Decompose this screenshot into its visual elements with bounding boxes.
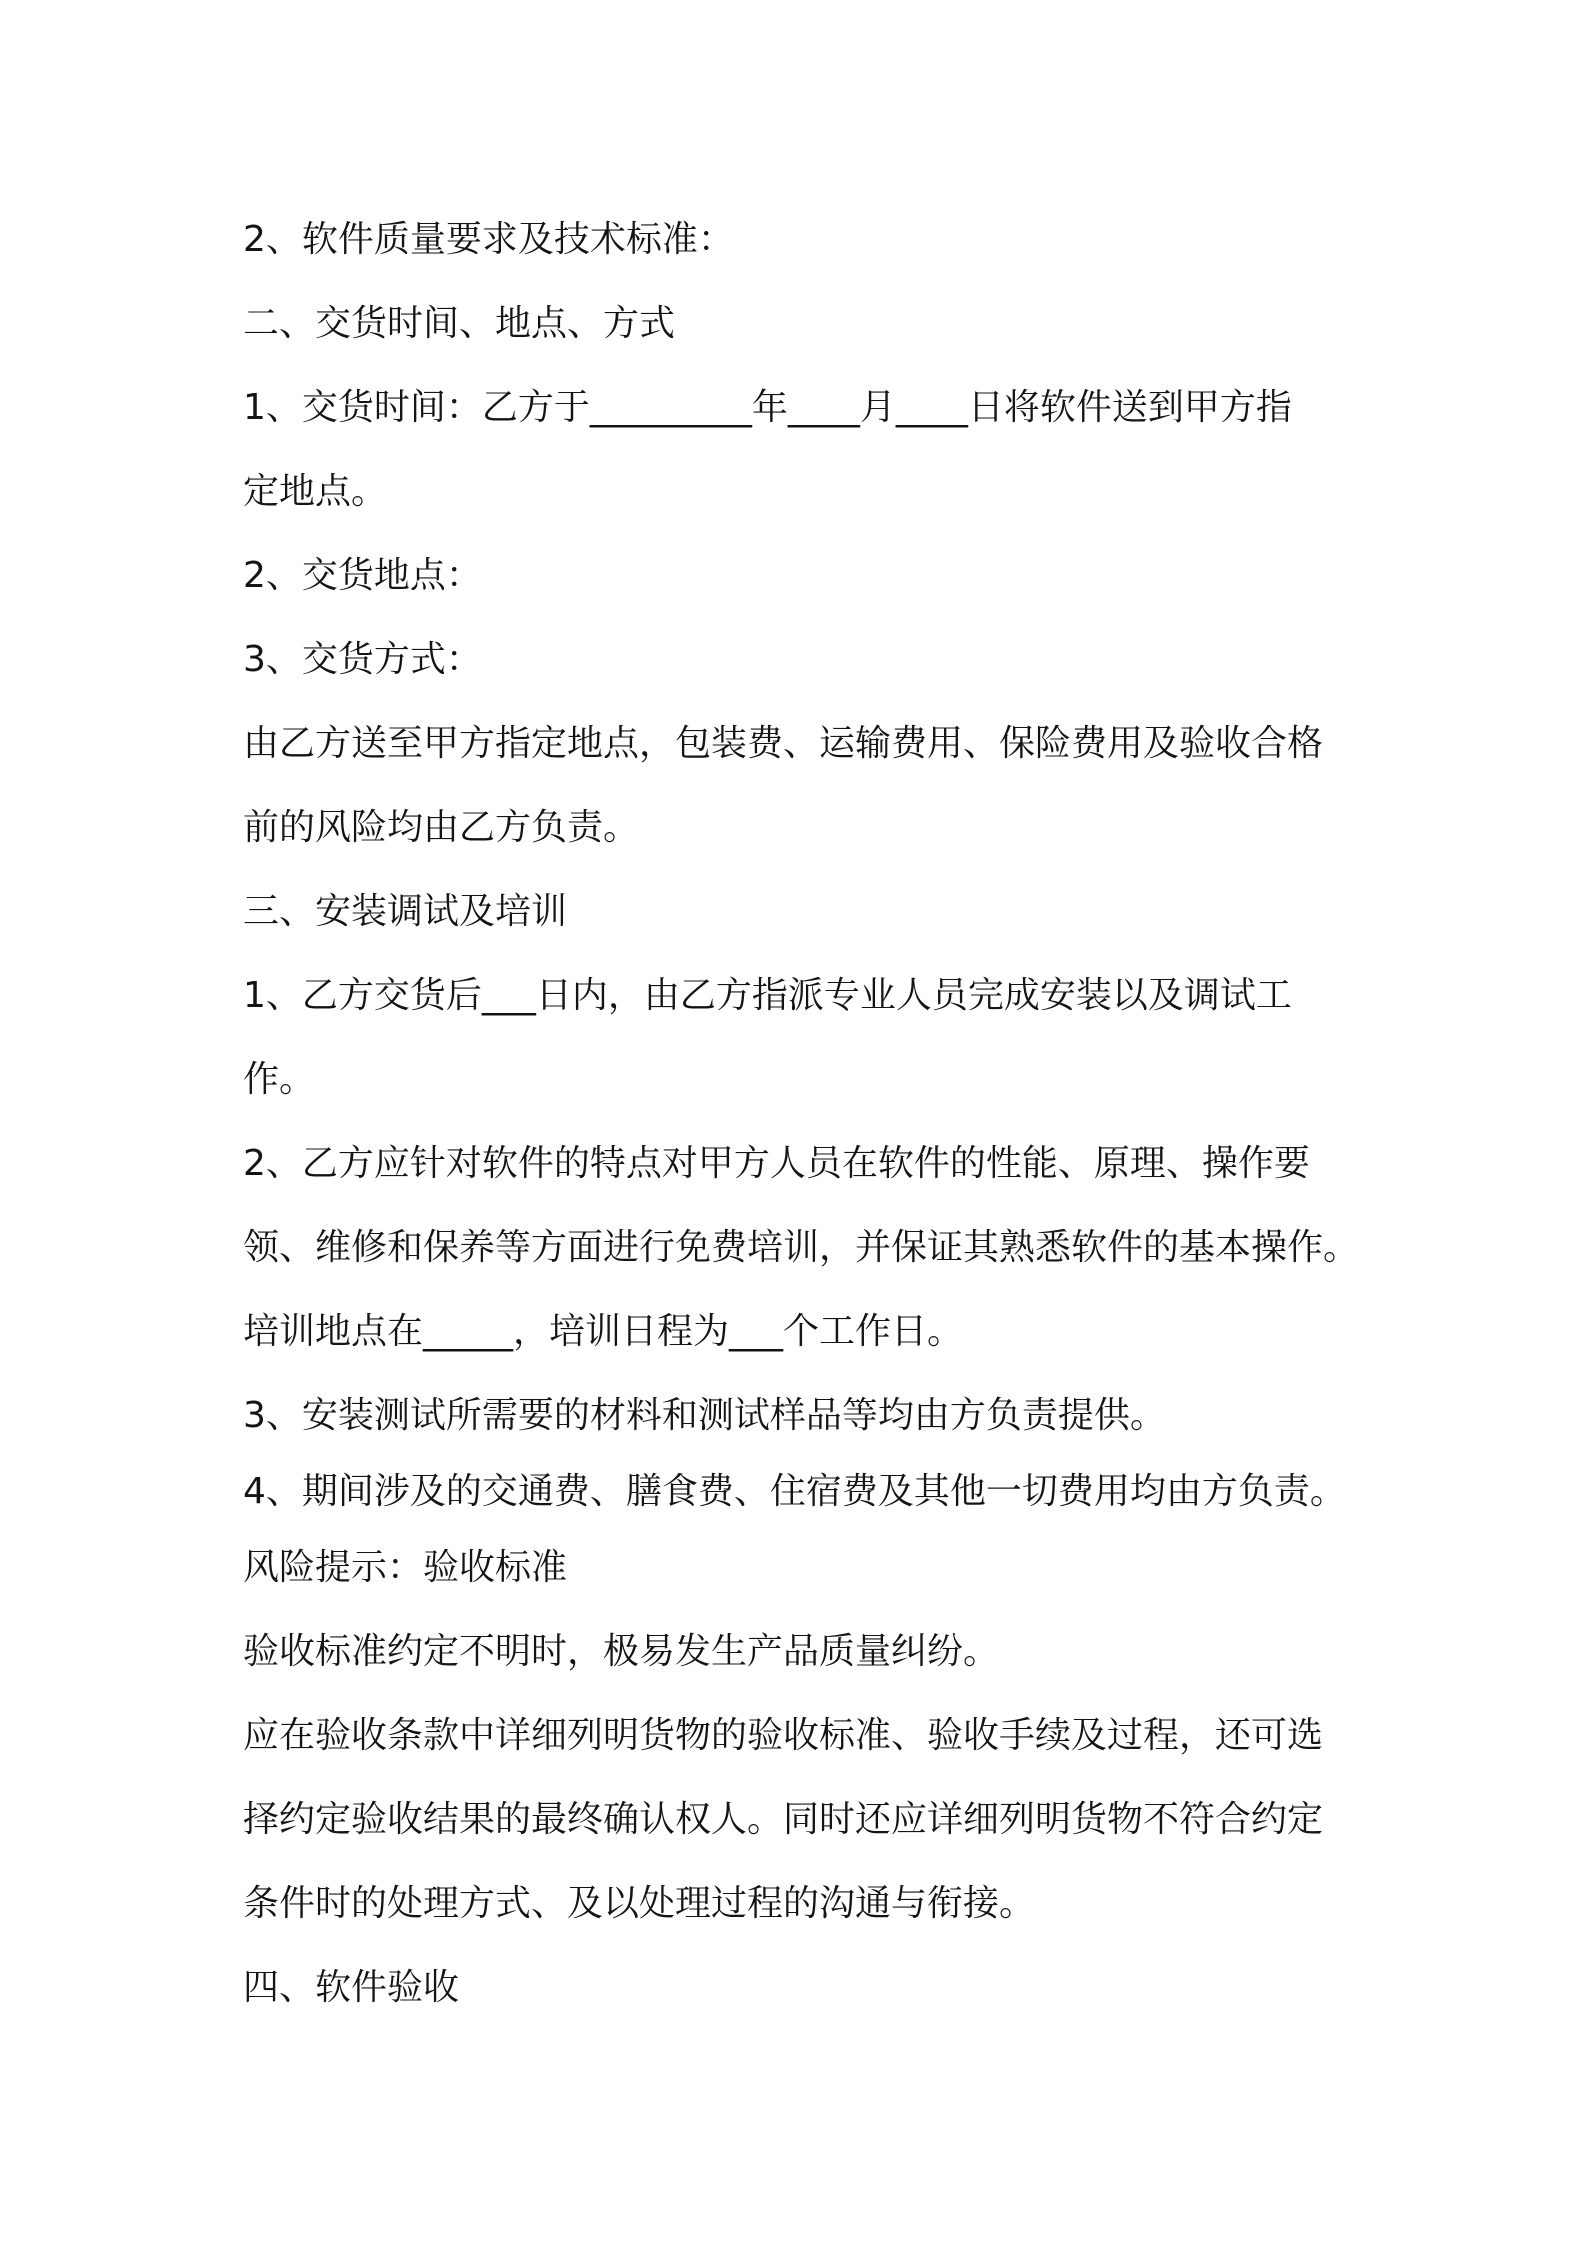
- paragraph-delivery-method-cont: 前的风险均由乙方负责。: [243, 807, 640, 848]
- section-heading-installation: 三、安装调试及培训: [243, 891, 568, 932]
- clause-installation: 1、乙方交货后___日内，由乙方指派专业人员完成安装以及调试工: [243, 975, 1292, 1016]
- clause-expenses: 4、期间涉及的交通费、膳食费、住宿费及其他一切费用均由方负责。: [243, 1471, 1346, 1512]
- risk-advice-text: 应在验收条款中详细列明货物的验收标准、验收手续及过程，还可选: [243, 1715, 1324, 1756]
- section-heading-delivery: 二、交货时间、地点、方式: [243, 303, 676, 344]
- document-body: [243, 198, 1393, 2030]
- risk-notice-text: 验收标准约定不明时，极易发生产品质量纠纷。: [243, 1631, 1000, 1672]
- clause-test-materials: 3、安装测试所需要的材料和测试样品等均由方负责提供。: [243, 1395, 1166, 1436]
- clause-training-cont: 领、维修和保养等方面进行免费培训，并保证其熟悉软件的基本操作。: [243, 1227, 1360, 1268]
- clause-delivery-method: 3、交货方式：: [243, 639, 482, 680]
- risk-advice-text-end: 条件时的处理方式、及以处理过程的沟通与衔接。: [243, 1883, 1036, 1924]
- clause-delivery-place: 2、交货地点：: [243, 555, 482, 596]
- clause-training: 2、乙方应针对软件的特点对甲方人员在软件的性能、原理、操作要: [243, 1143, 1310, 1184]
- clause-installation-cont: 作。: [243, 1059, 316, 1100]
- section-heading-acceptance: 四、软件验收: [243, 1967, 460, 2008]
- risk-advice-text-cont: 择约定验收结果的最终确认权人。同时还应详细列明货物不符合约定: [243, 1799, 1324, 1840]
- clause-delivery-time: 1、交货时间：乙方于_________年____月____日将软件送到甲方指: [243, 387, 1292, 428]
- clause-software-quality: 2、软件质量要求及技术标准：: [243, 219, 734, 260]
- paragraph-delivery-method: 由乙方送至甲方指定地点，包装费、运输费用、保险费用及验收合格: [243, 723, 1324, 764]
- risk-notice-heading: 风险提示：验收标准: [243, 1547, 568, 1588]
- clause-training-schedule: 培训地点在_____，培训日程为___个工作日。: [243, 1311, 964, 1352]
- clause-delivery-time-cont: 定地点。: [243, 471, 388, 512]
